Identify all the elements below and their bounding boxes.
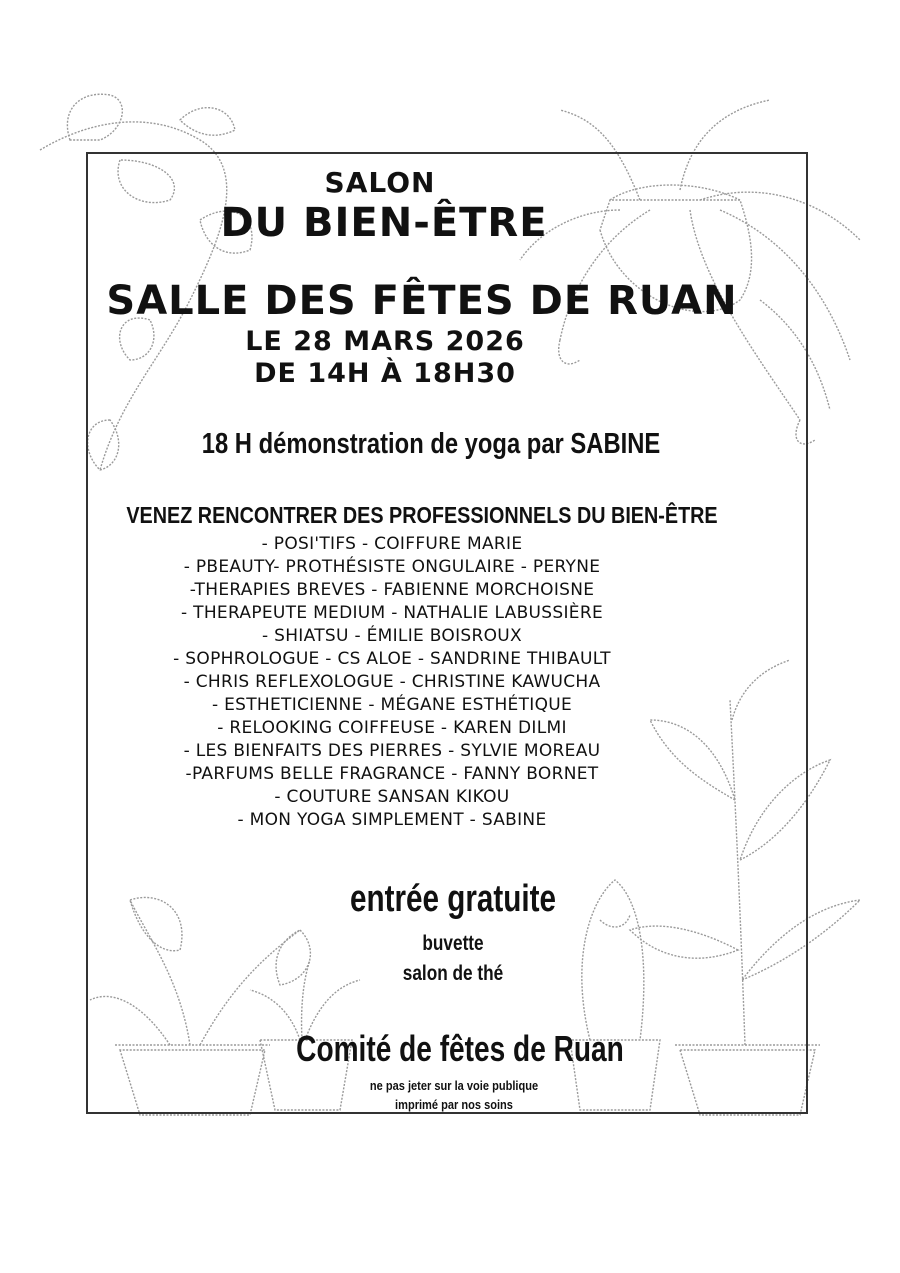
event-date: LE 28 MARS 2026 — [245, 326, 525, 357]
event-hours: DE 14H À 18H30 — [254, 358, 516, 389]
event-title-line2: DU BIEN-ÊTRE — [220, 200, 548, 246]
disposal-note: ne pas jeter sur la voie publique — [369, 1078, 539, 1093]
buvette-label: buvette — [422, 932, 484, 955]
event-title-line1: SALON — [324, 166, 436, 199]
exhibitor-item: - MON YOGA SIMPLEMENT - SABINE — [237, 810, 547, 830]
exhibitor-item: - THERAPEUTE MEDIUM - NATHALIE LABUSSIÈRE — [181, 603, 603, 623]
exhibitor-item: - SHIATSU - ÉMILIE BOISROUX — [262, 626, 522, 646]
yoga-demo-line: 18 H démonstration de yoga par SABINE — [201, 428, 661, 460]
exhibitor-item: - PBEAUTY- PROTHÉSISTE ONGULAIRE - PERYNE — [183, 557, 601, 577]
venue-heading: SALLE DES FÊTES DE RUAN — [106, 278, 738, 324]
exhibitors-intro: VENEZ RENCONTRER DES PROFESSIONNELS DU BIEN-ÊTRE — [126, 502, 718, 528]
print-note: imprimé par nos soins — [395, 1097, 513, 1112]
free-entry-label: entrée gratuite — [350, 878, 556, 920]
exhibitor-item: - ESTHETICIENNE - MÉGANE ESTHÉTIQUE — [211, 695, 573, 715]
tea-room-label: salon de thé — [402, 962, 504, 985]
exhibitor-item: - COUTURE SANSAN KIKOU — [274, 787, 510, 807]
exhibitor-item: - LES BIENFAITS DES PIERRES - SYLVIE MOREAU — [183, 741, 601, 761]
exhibitor-item: - SOPHROLOGUE - CS ALOE - SANDRINE THIBAULT — [173, 649, 611, 669]
exhibitor-item: - CHRIS REFLEXOLOGUE - CHRISTINE KAWUCHA — [183, 672, 601, 692]
exhibitor-item: -THERAPIES BREVES - FABIENNE MORCHOISNE — [189, 580, 595, 600]
exhibitor-item: - POSI'TIFS - COIFFURE MARIE — [261, 534, 523, 554]
organizer-name: Comité de fêtes de Ruan — [296, 1028, 624, 1069]
exhibitor-list — [0, 533, 784, 832]
exhibitor-item: - RELOOKING COIFFEUSE - KAREN DILMI — [217, 718, 567, 738]
exhibitor-item: -PARFUMS BELLE FRAGRANCE - FANNY BORNET — [185, 764, 599, 784]
